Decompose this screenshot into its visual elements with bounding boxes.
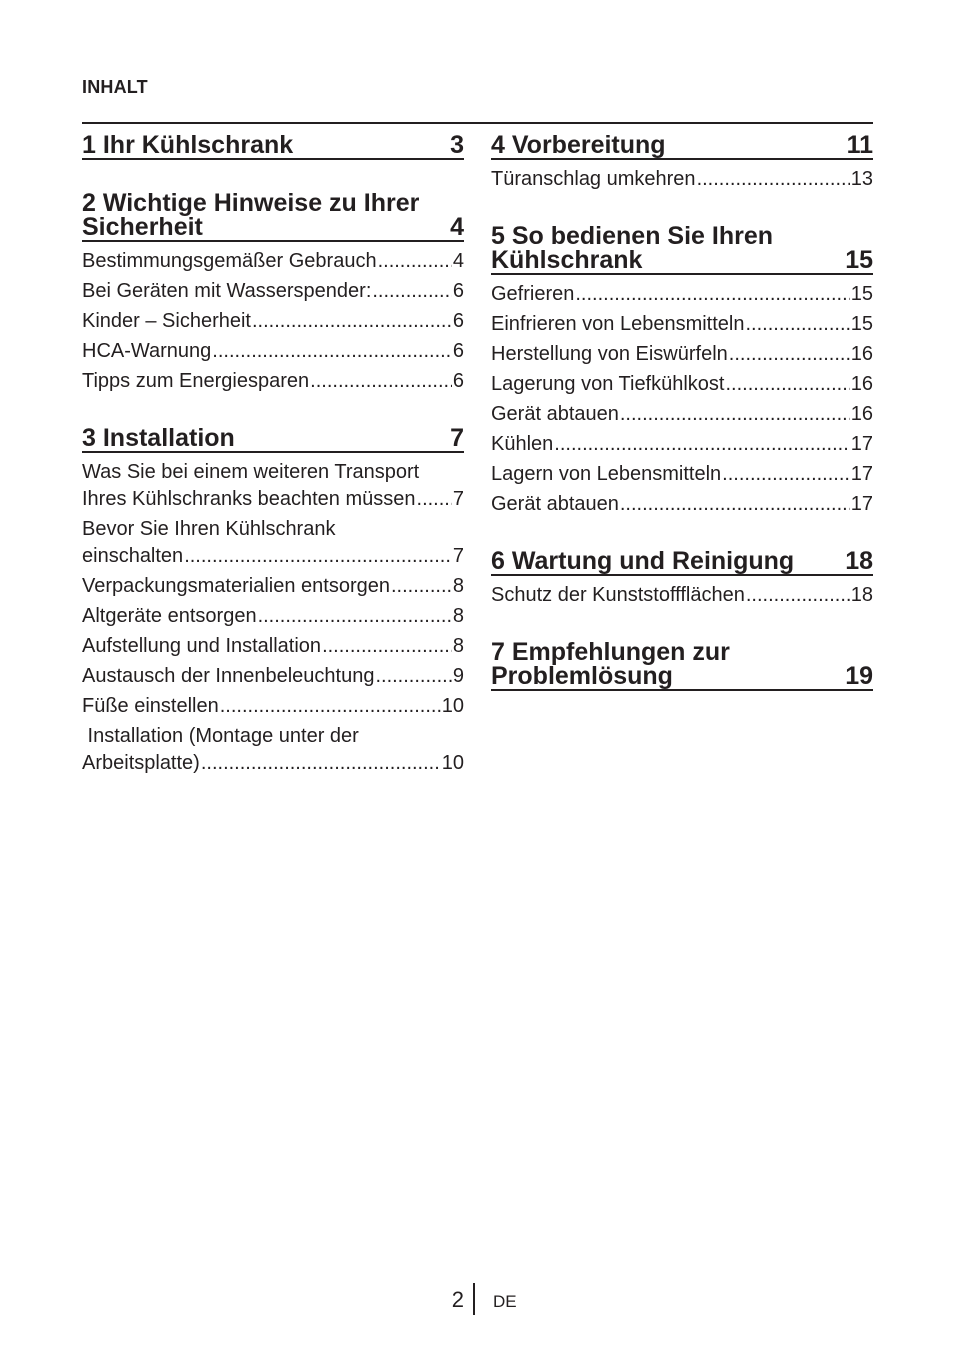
toc-entry-text: Herstellung von Eiswürfeln — [491, 343, 728, 365]
toc-entry-line — [82, 663, 464, 690]
chapter-title: 5 So bedienen Sie Ihren Kühlschrank — [491, 222, 774, 274]
toc-entry-page-number: 15 — [850, 313, 873, 335]
toc-entry-page-number: 15 — [850, 283, 873, 305]
dot-leader — [575, 281, 849, 308]
toc-entry-line — [82, 248, 464, 275]
toc-chapter — [82, 133, 464, 160]
toc-entry-page-number: 9 — [452, 665, 464, 687]
page-header: INHALT — [82, 77, 148, 97]
toc-entry-line — [82, 750, 464, 777]
toc-entry[interactable] — [82, 570, 464, 600]
dot-leader — [726, 371, 850, 398]
toc-entry-text: Gefrieren — [491, 283, 575, 305]
toc-entry[interactable] — [491, 338, 873, 368]
toc-entry[interactable] — [491, 278, 873, 308]
toc-entry-line — [82, 603, 464, 630]
toc-entry-line — [491, 371, 873, 398]
toc-entry-line — [82, 278, 464, 305]
toc-chapter — [491, 549, 873, 576]
toc-entry-text: Lagern von Lebensmitteln — [491, 463, 722, 485]
dot-leader — [310, 368, 452, 395]
toc-entry[interactable] — [82, 630, 464, 660]
toc-entry[interactable] — [82, 600, 464, 630]
chapter-page-number: 4 — [450, 213, 464, 241]
toc-entry[interactable] — [491, 488, 873, 518]
toc-entry-page-number: 7 — [452, 488, 464, 510]
toc-entry-page-number: 16 — [850, 373, 873, 395]
toc-chapter — [491, 133, 873, 160]
chapter-title: 3 Installation — [82, 424, 235, 452]
toc-entry-text: Bei Geräten mit Wasserspender: — [82, 280, 372, 302]
toc-entry-list — [491, 278, 873, 518]
dot-leader — [620, 491, 850, 518]
toc-entry-page-number: 10 — [441, 695, 464, 717]
toc-entry[interactable] — [82, 275, 464, 305]
toc-entry[interactable] — [82, 660, 464, 690]
chapter-title: 4 Vorbereitung — [491, 131, 666, 159]
toc-entry-line — [491, 431, 873, 458]
toc-entry-page-number: 17 — [850, 433, 873, 455]
toc-entry-text: einschalten — [82, 545, 184, 567]
toc-entry-line — [491, 166, 873, 193]
chapter-heading[interactable] — [491, 640, 873, 689]
toc-entry[interactable] — [82, 690, 464, 720]
toc-entry-text: Tipps zum Energiesparen — [82, 370, 310, 392]
toc-entry[interactable] — [82, 305, 464, 335]
chapter-page-number: 18 — [845, 547, 873, 575]
toc-entry-list — [82, 456, 464, 777]
chapter-page-number: 19 — [845, 662, 873, 690]
dot-leader — [746, 582, 850, 609]
toc-entry-page-number: 17 — [850, 493, 873, 515]
toc-entry-text: Austausch der Innenbeleuchtung — [82, 665, 375, 687]
toc-entry-page-number: 18 — [850, 584, 873, 606]
toc-entry-list — [491, 579, 873, 609]
chapter-heading[interactable] — [491, 133, 873, 158]
toc-chapter — [82, 191, 464, 242]
toc-entry-page-number: 16 — [850, 403, 873, 425]
toc-entry-line — [82, 633, 464, 660]
toc-entry[interactable] — [491, 458, 873, 488]
dot-leader — [417, 486, 452, 513]
toc-entry-line — [82, 573, 464, 600]
dot-leader — [220, 693, 441, 720]
toc-entry-line — [82, 308, 464, 335]
toc-entry-text: Aufstellung und Installation — [82, 635, 322, 657]
dot-leader — [201, 750, 441, 777]
dot-leader — [722, 461, 850, 488]
toc-entry[interactable] — [491, 308, 873, 338]
toc-entry-line — [82, 693, 464, 720]
toc-entry-line — [491, 461, 873, 488]
toc-entry-text: Gerät abtauen — [491, 403, 619, 425]
toc-entry-list — [82, 245, 464, 395]
toc-entry-page-number: 6 — [452, 310, 464, 332]
toc-entry-line — [491, 311, 873, 338]
toc-entry-text: Einfrieren von Lebensmitteln — [491, 313, 745, 335]
toc-entry-page-number: 8 — [452, 605, 464, 627]
chapter-title: 6 Wartung und Reinigung — [491, 547, 795, 575]
toc-entry-page-number: 4 — [452, 250, 464, 272]
toc-entry-line — [491, 281, 873, 308]
chapter-heading[interactable] — [82, 426, 464, 451]
toc-entry-text: Türanschlag umkehren — [491, 168, 696, 190]
toc-entry-page-number: 7 — [452, 545, 464, 567]
toc-entry[interactable] — [82, 245, 464, 275]
dot-leader — [322, 633, 452, 660]
toc-entry-line — [491, 401, 873, 428]
dot-leader — [697, 166, 850, 193]
toc-entry[interactable] — [82, 513, 464, 570]
chapter-page-number: 11 — [846, 131, 873, 159]
toc-right-column — [491, 124, 873, 691]
toc-entry[interactable] — [82, 720, 464, 777]
toc-entry-text: Arbeitsplatte) — [82, 752, 200, 774]
toc-entry[interactable] — [491, 428, 873, 458]
toc-entry-text: HCA-Warnung — [82, 340, 212, 362]
toc-entry-text-line: Installation (Montage unter der — [82, 725, 359, 747]
toc-entry-text: Kinder – Sicherheit — [82, 310, 251, 332]
dot-leader — [375, 663, 451, 690]
toc-entry[interactable] — [82, 365, 464, 395]
chapter-page-number: 7 — [450, 424, 464, 452]
toc-entry-page-number: 6 — [452, 370, 464, 392]
toc-entry-text: Altgeräte entsorgen — [82, 605, 257, 627]
toc-left-column — [82, 124, 464, 777]
toc-chapter — [491, 224, 873, 275]
toc-entry-line — [491, 341, 873, 368]
dot-leader — [252, 308, 452, 335]
toc-entry[interactable] — [491, 368, 873, 398]
chapter-title: 1 Ihr Kühlschrank — [82, 131, 294, 159]
toc-entry[interactable] — [82, 335, 464, 365]
toc-entry-page-number: 6 — [452, 340, 464, 362]
toc-entry-line — [82, 543, 464, 570]
dot-leader — [258, 603, 452, 630]
toc-entry-page-number: 16 — [850, 343, 873, 365]
chapter-page-number: 15 — [845, 246, 873, 274]
dot-leader — [729, 341, 850, 368]
toc-entry-line — [82, 368, 464, 395]
toc-entry[interactable] — [491, 398, 873, 428]
toc-entry-text: Schutz der Kunststoffflächen — [491, 584, 745, 606]
toc-entry-text: Lagerung von Tiefkühlkost — [491, 373, 725, 395]
toc-entry-line — [491, 582, 873, 609]
toc-entry-page-number: 10 — [441, 752, 464, 774]
toc-entry[interactable] — [82, 456, 464, 513]
dot-leader — [554, 431, 849, 458]
toc-entry-page-number: 13 — [850, 168, 873, 190]
dot-leader — [391, 573, 452, 600]
dot-leader — [378, 248, 452, 275]
toc-chapter — [82, 426, 464, 453]
chapter-heading[interactable] — [82, 133, 464, 158]
footer-divider — [473, 1283, 475, 1315]
toc-entry-text: Ihres Kühlschranks beachten müssen — [82, 488, 416, 510]
toc-entry-page-number: 8 — [452, 635, 464, 657]
toc-chapter — [491, 640, 873, 691]
toc-entry-text-line: Was Sie bei einem weiteren Transport — [82, 461, 420, 483]
toc-entry-text: Gerät abtauen — [491, 493, 619, 515]
toc-entry-line — [82, 338, 464, 365]
toc-entry-page-number: 8 — [452, 575, 464, 597]
chapter-page-number: 3 — [450, 131, 464, 159]
chapter-heading[interactable] — [491, 549, 873, 574]
toc-entry-line — [491, 491, 873, 518]
toc-entry-text: Kühlen — [491, 433, 554, 455]
chapter-title: 7 Empfehlungen zur Problemlösung — [491, 638, 730, 690]
chapter-heading[interactable] — [491, 224, 873, 273]
language-code: DE — [493, 1292, 517, 1311]
toc-entry-text: Bestimmungsgemäßer Gebrauch — [82, 250, 377, 272]
toc-entry-text: Füße einstellen — [82, 695, 219, 717]
toc-entry-text-line: Bevor Sie Ihren Kühlschrank — [82, 518, 336, 540]
dot-leader — [745, 311, 849, 338]
page-number: 2 — [451, 1287, 464, 1312]
toc-entry[interactable] — [491, 579, 873, 609]
toc-entry-page-number: 6 — [452, 280, 464, 302]
dot-leader — [620, 401, 850, 428]
chapter-title: 2 Wichtige Hinweise zu Ihrer Sicherheit — [82, 189, 420, 241]
toc-entry-page-number: 17 — [850, 463, 873, 485]
dot-leader — [184, 543, 452, 570]
toc-entry-text: Verpackungsmaterialien entsorgen — [82, 575, 390, 597]
chapter-heading[interactable] — [82, 191, 464, 240]
toc-entry-list — [491, 163, 873, 193]
dot-leader — [212, 338, 452, 365]
toc-entry-line — [82, 486, 464, 513]
toc-entry[interactable] — [491, 163, 873, 193]
dot-leader — [372, 278, 452, 305]
